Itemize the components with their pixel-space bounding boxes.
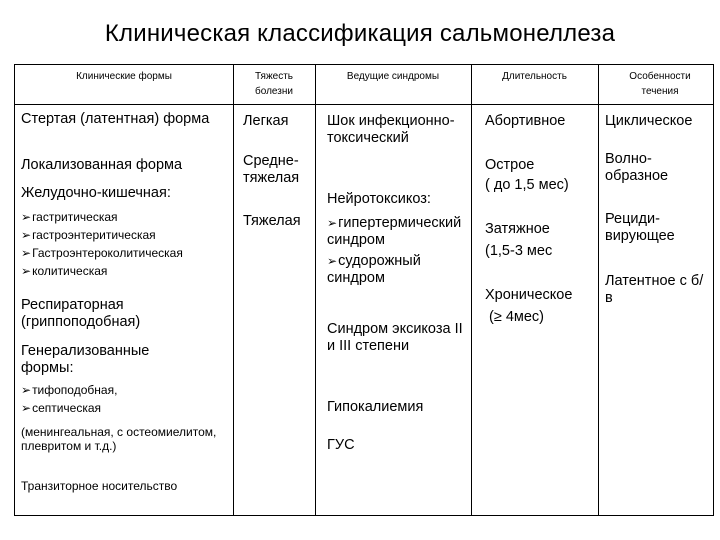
duration-abortive: Абортивное bbox=[485, 113, 566, 129]
header-syndromes: Ведущие синдромы bbox=[346, 71, 440, 82]
list-item: ➢ Гастроэнтероколитическая bbox=[21, 246, 183, 260]
column-divider bbox=[315, 65, 316, 515]
duration-chronic-period: (≥ 4мес) bbox=[489, 309, 544, 325]
list-item: ➢ гастроэнтеритическая bbox=[21, 228, 183, 242]
course-latent: Латентное с б/в bbox=[605, 273, 704, 306]
duration-protracted: Затяжное bbox=[485, 221, 550, 237]
severity-moderate: Средне-тяжелая bbox=[243, 153, 300, 186]
list-item: ➢ гастритическая bbox=[21, 210, 183, 224]
header-divider bbox=[15, 104, 713, 105]
column-divider bbox=[598, 65, 599, 515]
form-erased: Стертая (латентная) форма bbox=[21, 111, 210, 127]
header-severity: Тяжесть болезни bbox=[254, 71, 293, 97]
column-divider bbox=[471, 65, 472, 515]
list-item: ➢ колитическая bbox=[21, 264, 183, 278]
slide-title: Клиническая классификация сальмонеллеза bbox=[104, 20, 616, 47]
gen-list bbox=[21, 383, 117, 415]
syndrome-ars: ГУС bbox=[327, 437, 355, 453]
duration-chronic: Хроническое bbox=[485, 287, 573, 303]
list-item: ➢ судорожный синдром bbox=[327, 253, 469, 287]
course-wavy: Волно-образное bbox=[605, 151, 669, 184]
form-meningeal: (менингеальная, с остеомиелитом, плевритом и т.д.) bbox=[21, 425, 217, 453]
duration-protracted-period: (1,5-3 мес bbox=[485, 243, 553, 259]
header-duration: Длительность bbox=[502, 71, 567, 82]
course-cyclic: Циклическое bbox=[605, 113, 693, 129]
syndrome-shock: Шок инфекционно-токсический bbox=[327, 113, 455, 146]
duration-acute-period: ( до 1,5 мес) bbox=[485, 177, 569, 193]
form-gi: Желудочно-кишечная: bbox=[21, 185, 171, 201]
list-item: ➢ септическая bbox=[21, 401, 117, 415]
form-respiratory: Респираторная (гриппоподобная) bbox=[21, 297, 141, 330]
header-forms: Клинические формы bbox=[76, 71, 172, 82]
duration-acute: Острое bbox=[485, 157, 535, 173]
column-divider bbox=[233, 65, 234, 515]
syndrome-hypokalemia: Гипокалиемия bbox=[327, 399, 424, 415]
syndrome-exicosis: Синдром эксикоза II и III степени bbox=[327, 321, 463, 354]
severity-severe: Тяжелая bbox=[243, 213, 301, 229]
form-carrier: Транзиторное носительство bbox=[21, 479, 178, 493]
form-localized: Локализованная форма bbox=[21, 157, 183, 173]
neuro-list bbox=[327, 215, 469, 287]
classification-table bbox=[14, 64, 714, 516]
severity-mild: Легкая bbox=[243, 113, 289, 129]
form-generalized: Генерализованные формы: bbox=[21, 343, 150, 376]
course-relapsing: Рециди-вирующее bbox=[605, 211, 675, 244]
syndrome-neurotox: Нейротоксикоз: bbox=[327, 191, 431, 207]
gi-list bbox=[21, 210, 183, 278]
header-course: Особенности течения bbox=[629, 71, 691, 97]
list-item: ➢ гипертермический синдром bbox=[327, 215, 469, 249]
list-item: ➢ тифоподобная, bbox=[21, 383, 117, 397]
